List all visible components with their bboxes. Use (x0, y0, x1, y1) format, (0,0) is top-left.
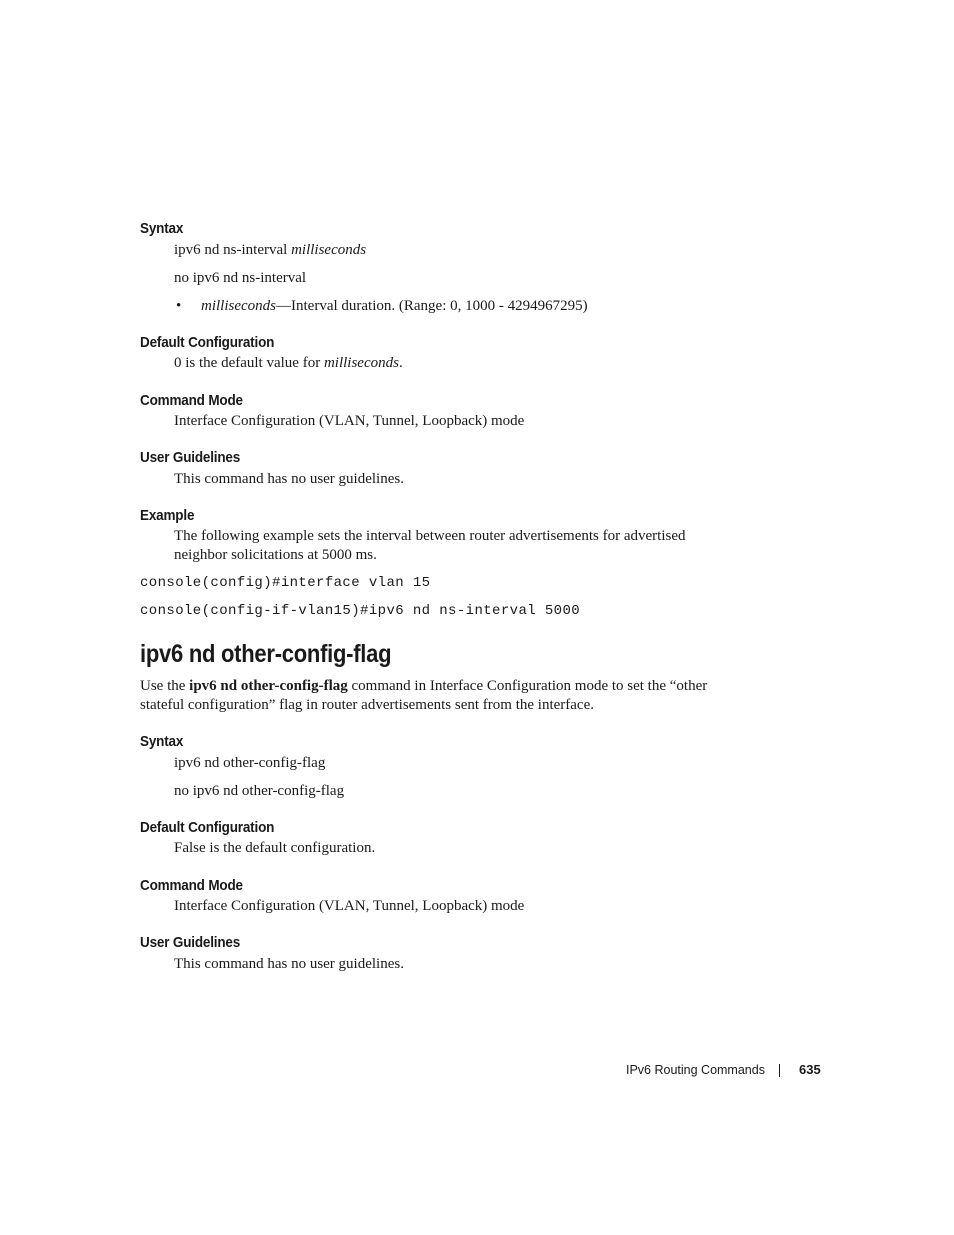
command-mode-text-2: Interface Configuration (VLAN, Tunnel, Loopback) mode (174, 898, 525, 914)
syntax-heading-2: Syntax (140, 733, 184, 750)
syntax-command (174, 241, 366, 260)
default-config-param: milliseconds (323, 355, 399, 371)
page-number: 635 (799, 1062, 821, 1077)
bullet-icon: • (176, 298, 182, 314)
default-config-heading-2: Default Configuration (140, 819, 275, 836)
user-guidelines-heading: User Guidelines (140, 449, 241, 466)
param-description (201, 297, 588, 316)
user-guidelines-text: This command has no user guidelines. (174, 471, 404, 487)
param-text: —Interval duration. (Range: 0, 1000 - 4294967295) (276, 298, 588, 314)
default-config-post: . (398, 355, 403, 371)
intro-post: command in Interface Configuration mode to set the “other (347, 678, 708, 694)
default-config-text-2: False is the default configuration. (174, 840, 376, 856)
syntax-param: milliseconds (291, 242, 367, 258)
command-mode-heading-2: Command Mode (140, 877, 243, 894)
section-title: ipv6 nd other-config-flag (140, 640, 392, 668)
default-config-pre: 0 is the default value for (174, 355, 324, 371)
param-name: milliseconds (201, 298, 276, 314)
default-config-heading: Default Configuration (140, 334, 275, 351)
syntax-command-text: ipv6 nd ns-interval (174, 242, 292, 258)
intro-line1 (140, 677, 707, 696)
example-text-line2: neighbor solicitations at 5000 ms. (174, 547, 377, 563)
intro-pre: Use the (140, 678, 190, 694)
syntax-no-command: no ipv6 nd ns-interval (174, 270, 307, 286)
intro-command: ipv6 nd other-config-flag (189, 678, 348, 694)
example-text-line1: The following example sets the interval between router advertisements for advertised (174, 528, 686, 544)
code-line-1: console(config)#interface vlan 15 (140, 575, 431, 591)
example-heading: Example (140, 507, 195, 524)
syntax-no-command-2: no ipv6 nd other-config-flag (174, 783, 345, 799)
code-line-2: console(config-if-vlan15)#ipv6 nd ns-interval 5000 (140, 603, 581, 619)
intro-line2: stateful configuration” flag in router advertisements sent from the interface. (140, 697, 594, 713)
footer-section-name: IPv6 Routing Commands (626, 1063, 765, 1077)
command-mode-text: Interface Configuration (VLAN, Tunnel, Loopback) mode (174, 413, 525, 429)
syntax-heading: Syntax (140, 220, 184, 237)
user-guidelines-heading-2: User Guidelines (140, 934, 241, 951)
default-config-text (174, 354, 403, 373)
user-guidelines-text-2: This command has no user guidelines. (174, 956, 404, 972)
footer-divider (779, 1064, 780, 1077)
syntax-command-2: ipv6 nd other-config-flag (174, 755, 326, 771)
command-mode-heading: Command Mode (140, 392, 243, 409)
